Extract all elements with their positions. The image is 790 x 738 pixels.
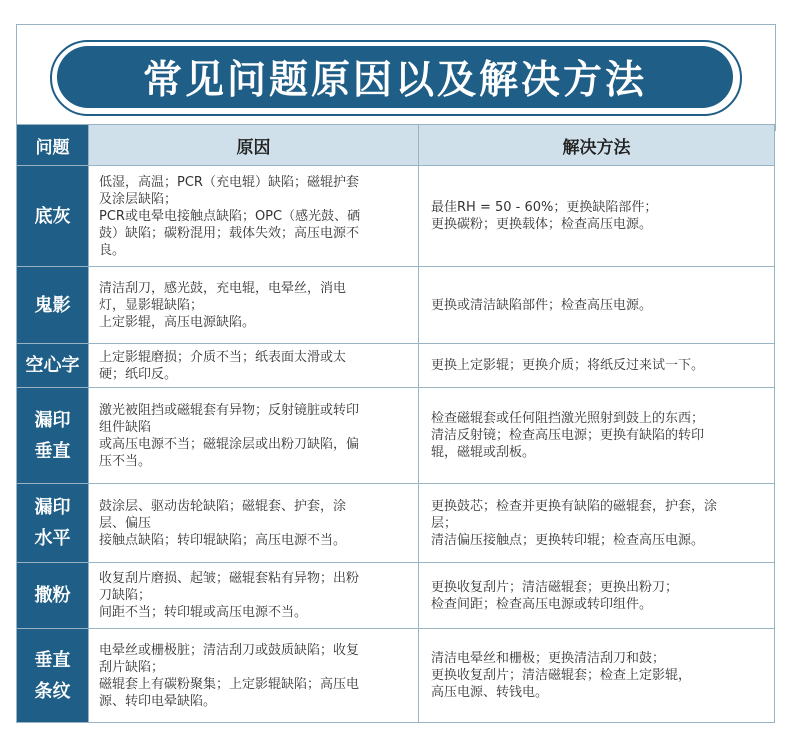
problem-label: 空心字 xyxy=(17,344,89,388)
solution-cell: 更换上定影辊；更换介质；将纸反过来试一下。 xyxy=(419,344,775,388)
problem-label: 垂直 条纹 xyxy=(17,629,89,723)
solution-cell: 更换或清洁缺陷部件；检查高压电源。 xyxy=(419,267,775,344)
table-row xyxy=(17,166,775,267)
cause-cell: 上定影辊磨损；介质不当；纸表面太滑或太 硬；纸印反。 xyxy=(89,344,419,388)
cause-cell: 电晕丝或栅极脏；清洁刮刀或鼓质缺陷；收复 刮片缺陷； 磁辊套上有碳粉聚集；上定影辊缺陷；高压电 源、转印电晕缺陷。 xyxy=(89,629,419,723)
cause-cell: 鼓涂层、驱动齿轮缺陷；磁辊套、护套，涂 层、偏压 接触点缺陷；转印辊缺陷；高压电源不当。 xyxy=(89,484,419,563)
header-solution: 解决方法 xyxy=(419,125,775,166)
solution-cell: 检查磁辊套或任何阻挡激光照射到鼓上的东西； 清洁反射镜；检查高压电源；更换有缺陷的转印 辊，磁辊或刮板。 xyxy=(419,388,775,484)
table-row xyxy=(17,563,775,629)
table-row xyxy=(17,629,775,723)
table-header-row xyxy=(17,125,775,166)
problem-label: 底灰 xyxy=(17,166,89,267)
solution-cell: 最佳RH = 50 - 60%；更换缺陷部件； 更换碳粉；更换载体；检查高压电源。 xyxy=(419,166,775,267)
table-row xyxy=(17,484,775,563)
page-title: 常见问题原因以及解决方法 xyxy=(142,58,647,103)
cause-cell: 低湿，高温；PCR（充电辊）缺陷；磁辊护套 及涂层缺陷； PCR或电晕电接触点缺陷；OPC（感光鼓、硒 鼓）缺陷；碳粉混用；载体失效；高压电源不 良。 xyxy=(89,166,419,267)
table-row xyxy=(17,388,775,484)
header-cause: 原因 xyxy=(89,125,419,166)
problem-label: 鬼影 xyxy=(17,267,89,344)
solution-cell: 清洁电晕丝和栅极；更换清洁刮刀和鼓； 更换收复刮片；清洁磁辊套；检查上定影辊， 高压电源、转钱电。 xyxy=(419,629,775,723)
solution-cell: 更换收复刮片；清洁磁辊套；更换出粉刀； 检查间距；检查高压电源或转印组件。 xyxy=(419,563,775,629)
problem-label: 撒粉 xyxy=(17,563,89,629)
table-row xyxy=(17,344,775,388)
troubleshooting-table xyxy=(16,124,775,723)
problem-label: 漏印 水平 xyxy=(17,484,89,563)
cause-cell: 清洁刮刀，感光鼓，充电辊，电晕丝，消电 灯，显影辊缺陷； 上定影辊，高压电源缺陷。 xyxy=(89,267,419,344)
cause-cell: 收复刮片磨损、起皱；磁辊套粘有异物；出粉 刀缺陷； 间距不当；转印辊或高压电源不当。 xyxy=(89,563,419,629)
problem-label: 漏印 垂直 xyxy=(17,388,89,484)
title-banner xyxy=(57,46,733,108)
header-problem: 问题 xyxy=(17,125,89,166)
cause-cell: 激光被阻挡或磁辊套有异物；反射镜脏或转印 组件缺陷 或高压电源不当；磁辊涂层或出粉刀缺陷，偏 压不当。 xyxy=(89,388,419,484)
solution-cell: 更换鼓芯；检查并更换有缺陷的磁辊套，护套，涂 层； 清洁偏压接触点；更换转印辊；检查高压电源。 xyxy=(419,484,775,563)
table-row xyxy=(17,267,775,344)
